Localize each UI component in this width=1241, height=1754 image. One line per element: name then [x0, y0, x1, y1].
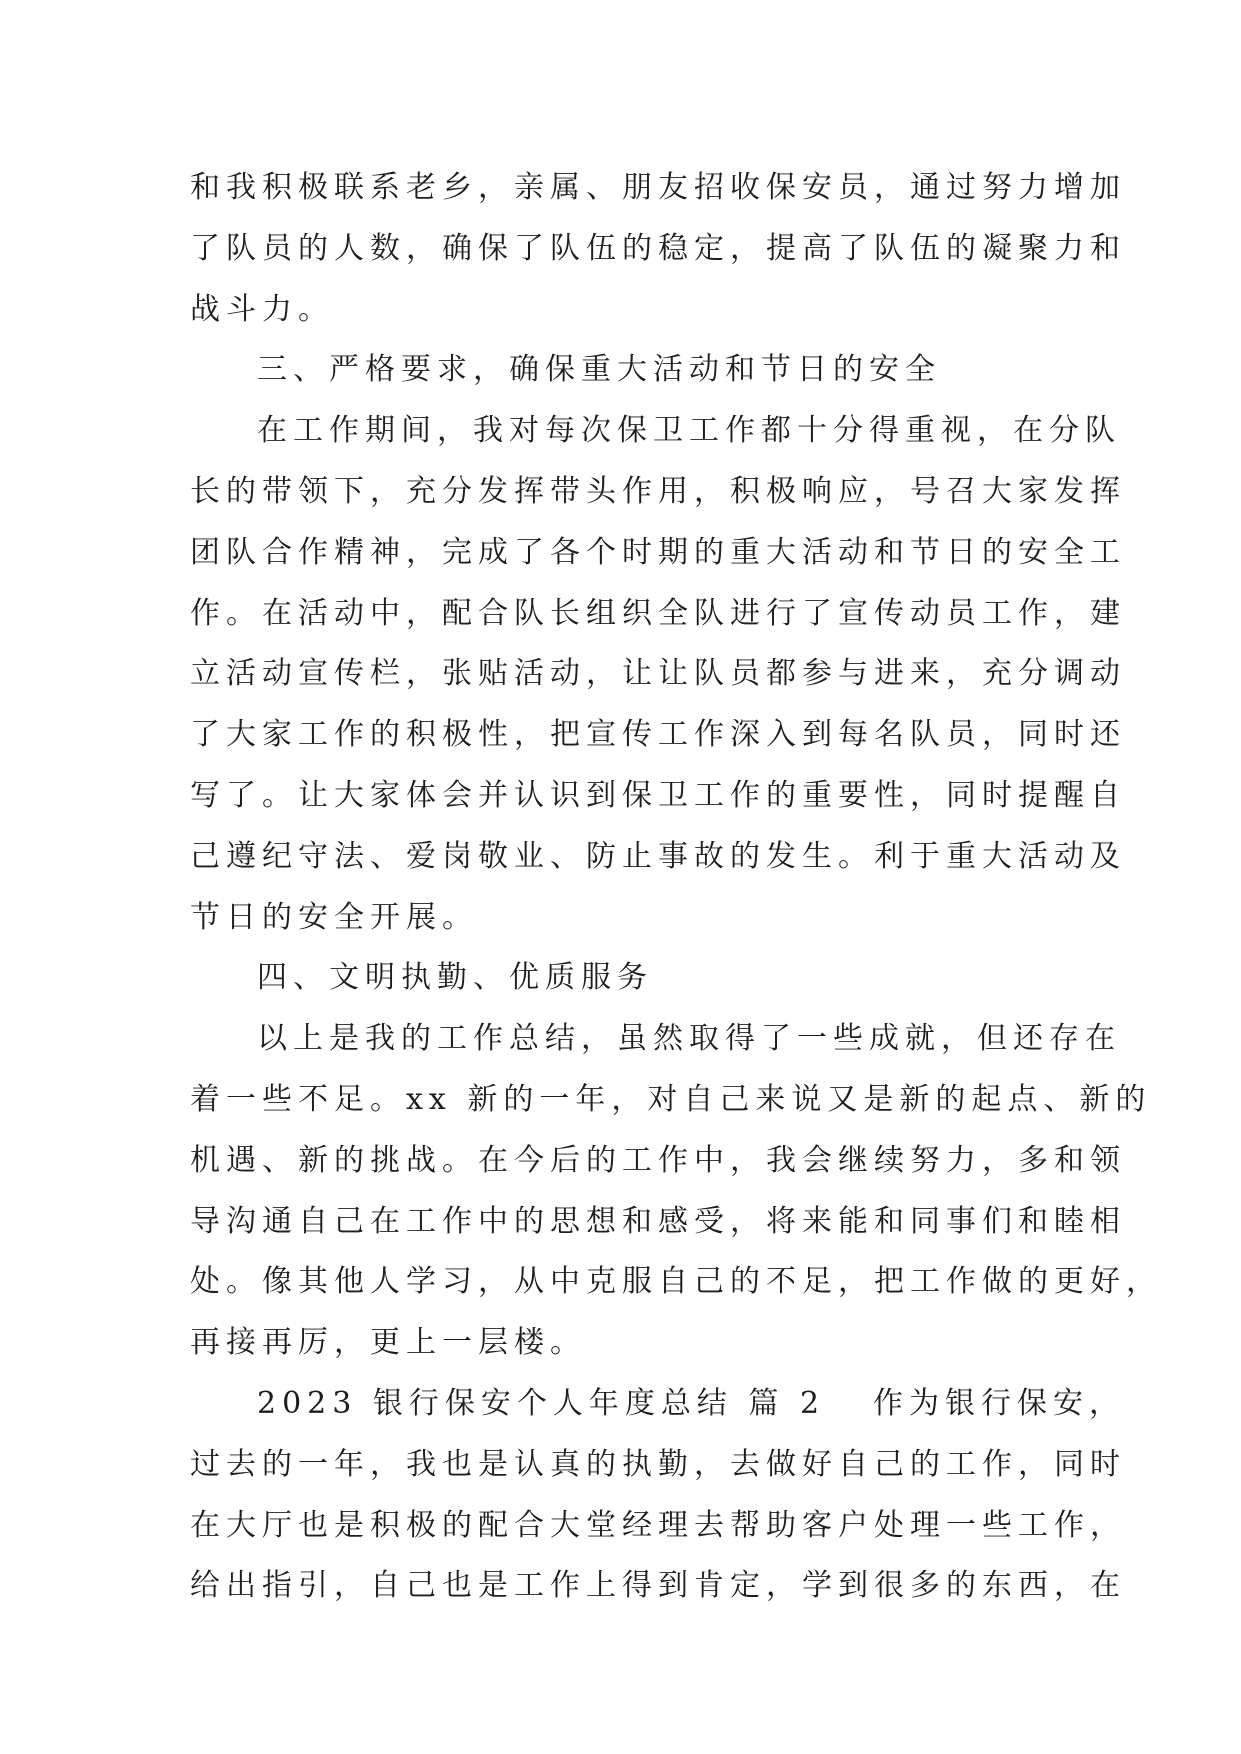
section-heading-4: 四、文明执勤、优质服务 — [257, 960, 653, 996]
section-heading-3: 三、严格要求，确保重大活动和节日的安全 — [257, 352, 941, 388]
text-line: 战斗力。 — [190, 291, 334, 327]
text-line: 了队员的人数，确保了队伍的稳定，提高了队伍的凝聚力和 — [190, 230, 1126, 266]
text-line: 己遵纪守法、爱岗敬业、防止事故的发生。利于重大活动及 — [190, 838, 1126, 874]
body-text — [190, 158, 1162, 1617]
text-line: 节日的安全开展。 — [190, 899, 478, 935]
text-line: 处。像其他人学习，从中克服自己的不足，把工作做的更好， — [190, 1264, 1162, 1300]
article-title: 2023 银行保安个人年度总结 篇 2 — [257, 1385, 826, 1421]
article-heading — [190, 1374, 1126, 1435]
text-line: 立活动宣传栏，张贴活动，让让队员都参与进来，充分调动 — [190, 656, 1126, 692]
text-line: 长的带领下，充分发挥带头作用，积极响应，号召大家发挥 — [190, 473, 1126, 509]
text-line: 以上是我的工作总结，虽然取得了一些成就，但还存在 — [257, 1021, 1121, 1057]
text-line: 了大家工作的积极性，把宣传工作深入到每名队员，同时还 — [190, 717, 1126, 753]
text-line: 写了。让大家体会并认识到保卫工作的重要性，同时提醒自 — [190, 777, 1126, 813]
text-line: 给出指引，自己也是工作上得到肯定，学到很多的东西，在 — [190, 1568, 1126, 1604]
text-line: 在大厅也是积极的配合大堂经理去帮助客户处理一些工作， — [190, 1507, 1126, 1543]
text-line: 作。在活动中，配合队长组织全队进行了宣传动员工作，建 — [190, 595, 1126, 631]
text-line: 团队合作精神，完成了各个时期的重大活动和节日的安全工 — [190, 534, 1126, 570]
text-line: 再接再厉，更上一层楼。 — [190, 1325, 586, 1361]
text-line: 着一些不足。xx 新的一年，对自己来说又是新的起点、新的 — [190, 1081, 1152, 1117]
text-line: 和我积极联系老乡，亲属、朋友招收保安员，通过努力增加 — [190, 170, 1126, 205]
article-continuation: 作为银行保安， — [873, 1385, 1126, 1421]
text-line: 导沟通自己在工作中的思想和感受，将来能和同事们和睦相 — [190, 1203, 1126, 1239]
text-line: 过去的一年，我也是认真的执勤，去做好自己的工作，同时 — [190, 1446, 1126, 1482]
text-line: 机遇、新的挑战。在今后的工作中，我会继续努力，多和领 — [190, 1142, 1126, 1178]
text-line: 在工作期间，我对每次保卫工作都十分得重视，在分队 — [257, 413, 1121, 449]
